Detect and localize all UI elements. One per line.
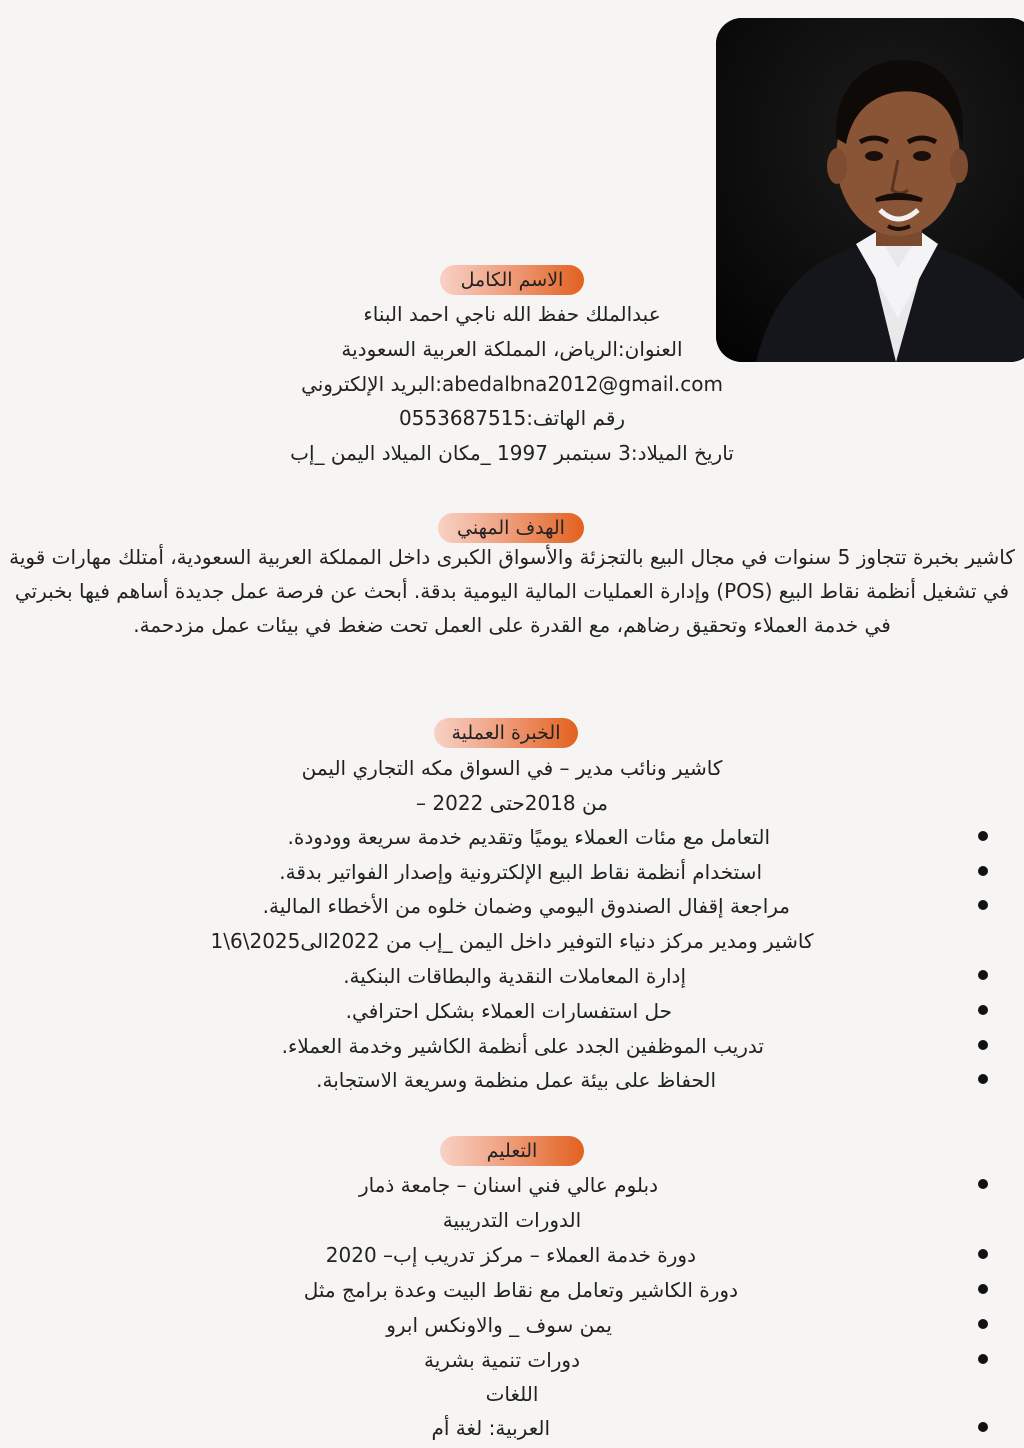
section-heading-experience: الخبرة العملية (434, 718, 578, 748)
job2-title: كاشير ومدير مركز دنياء التوفير داخل اليمن _إب من 2022الى2025\6\1 (210, 929, 814, 953)
job2-item: تدريب الموظفين الجدد على أنظمة الكاشير وخدمة العملاء. (281, 1034, 764, 1058)
section-heading-objective: الهدف المهني (438, 513, 584, 543)
degree: دبلوم عالي فني اسنان – جامعة ذمار (358, 1173, 658, 1197)
course-item: يمن سوف _ والاونكس ابرو (386, 1313, 612, 1337)
bullet-icon (978, 1284, 988, 1294)
objective-text: كاشير بخبرة تتجاوز 5 سنوات في مجال البيع بالتجزئة والأسواق الكبرى داخل المملكة العربية السعودية، أمتلك مهارات قوية في تشغيل أنظمة نقاط البيع (POS) وإدارة العمليات المالية اليومية بدقة. أبحث عن فرصة عمل جديدة أساهم فيها بخبرتي في خدمة العملاء وتحقيق رضاهم، مع القدرة على العمل تحت ضغط في بيئات عمل مزدحمة. (9, 545, 1015, 637)
bullet-icon (978, 1005, 988, 1015)
bullet-icon (978, 1074, 988, 1084)
section-heading-full-name: الاسم الكامل (440, 265, 584, 295)
language-item: العربية: لغة أم (431, 1416, 550, 1440)
bullet-icon (978, 1354, 988, 1364)
course-item: دورة خدمة العملاء – مركز تدريب إب– 2020 (325, 1243, 696, 1267)
bullet-icon (978, 970, 988, 980)
course-item: دورات تنمية بشرية (424, 1348, 580, 1372)
job1-period: – من 2018حتى 2022 (416, 791, 608, 815)
phone: رقم الهاتف:0553687515 (398, 406, 626, 430)
course-item: دورة الكاشير وتعامل مع نقاط البيت وعدة برامج مثل (303, 1278, 738, 1302)
job1-item: استخدام أنظمة نقاط البيع الإلكترونية وإصدار الفواتير بدقة. (279, 860, 762, 884)
email: البريد الإلكتروني:abedalbna2012@gmail.com (301, 372, 723, 396)
bullet-icon (978, 866, 988, 876)
job2-item: إدارة المعاملات النقدية والبطاقات البنكية. (343, 964, 686, 988)
job1-title: كاشير ونائب مدير – في السواق مكه التجاري اليمن (301, 756, 723, 780)
bullet-icon (978, 1179, 988, 1189)
courses-heading: الدورات التدريبية (442, 1208, 582, 1232)
full-name: عبدالملك حفظ الله ناجي احمد البناء (363, 302, 661, 326)
address: العنوان:الرياض، المملكة العربية السعودية (341, 337, 683, 361)
bullet-icon (978, 900, 988, 910)
bullet-icon (978, 1040, 988, 1050)
bullet-icon (978, 1249, 988, 1259)
languages-heading: اللغات (485, 1382, 539, 1406)
job2-item: حل استفسارات العملاء بشكل احترافي. (345, 999, 672, 1023)
job1-item: مراجعة إقفال الصندوق اليومي وضمان خلوه من الأخطاء المالية. (262, 894, 790, 918)
bullet-icon (978, 1319, 988, 1329)
bullet-icon (978, 1422, 988, 1432)
birth-info: تاريخ الميلاد:3 سبتمبر 1997 _مكان الميلاد اليمن _إب (290, 441, 734, 465)
bullet-icon (978, 831, 988, 841)
section-heading-education: التعليم (440, 1136, 584, 1166)
job2-item: الحفاظ على بيئة عمل منظمة وسريعة الاستجابة. (316, 1068, 716, 1092)
job1-item: التعامل مع مئات العملاء يوميًا وتقديم خدمة سريعة وودودة. (287, 825, 770, 849)
